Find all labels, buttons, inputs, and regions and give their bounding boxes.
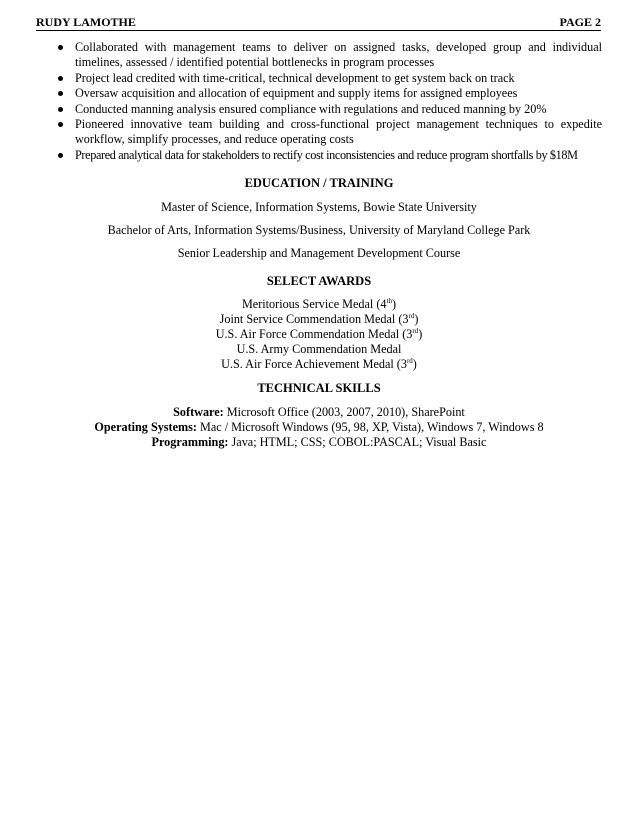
award-text: U.S. Air Force Commendation Medal (3 bbox=[215, 327, 413, 341]
education-item: Master of Science, Information Systems, Bowie State University bbox=[161, 200, 477, 214]
award-text: Meritorious Service Medal (4 bbox=[241, 297, 387, 311]
award-item bbox=[0, 297, 638, 313]
skill-value: Java; HTML; CSS; COBOL:PASCAL; Visual Basic bbox=[228, 435, 487, 449]
award-ordinal: rd bbox=[406, 356, 413, 365]
skill-item bbox=[0, 420, 638, 436]
award-text: Joint Service Commendation Medal (3 bbox=[219, 312, 409, 326]
award-ordinal: th bbox=[386, 296, 392, 305]
skill-label: Operating Systems: bbox=[94, 420, 197, 434]
award-close: ) bbox=[414, 312, 419, 326]
education-section-title: EDUCATION / TRAINING bbox=[244, 176, 394, 190]
education-item: Bachelor of Arts, Information Systems/Business, University of Maryland College Park bbox=[107, 223, 531, 237]
award-item bbox=[0, 327, 638, 343]
award-close: ) bbox=[412, 357, 417, 371]
list-item: Project lead credited with time-critical, technical development to get system back on track bbox=[54, 71, 602, 86]
list-item: Prepared analytical data for stakeholders to rectify cost inconsistencies and reduce program shortfalls by $18M bbox=[54, 148, 602, 163]
list-item: Pioneered innovative team building and cross-functional project management techniques to expedite workflow, simplify processes, and reduce operating costs bbox=[54, 117, 602, 148]
list-item: Conducted manning analysis ensured compliance with regulations and reduced manning by 20% bbox=[54, 102, 602, 117]
award-text: U.S. Army Commendation Medal bbox=[236, 342, 402, 356]
award-close: ) bbox=[418, 327, 423, 341]
awards-section-title: SELECT AWARDS bbox=[266, 274, 372, 288]
page-header bbox=[36, 15, 601, 31]
education-item: Senior Leadership and Management Development Course bbox=[177, 246, 461, 260]
award-item bbox=[0, 357, 638, 373]
award-close: ) bbox=[391, 297, 397, 311]
list-item: Collaborated with management teams to deliver on assigned tasks, developed group and individual timelines, assessed / identified potential bottlenecks in program processes bbox=[54, 40, 602, 71]
skill-item bbox=[0, 435, 638, 451]
header-name: RUDY LAMOTHE bbox=[36, 15, 136, 29]
award-ordinal: rd bbox=[412, 326, 419, 335]
skill-label: Software: bbox=[173, 405, 224, 419]
skill-item bbox=[0, 405, 638, 421]
skill-value: Mac / Microsoft Windows (95, 98, XP, Vista), Windows 7, Windows 8 bbox=[196, 420, 544, 434]
skill-label: Programming: bbox=[151, 435, 229, 449]
award-text: U.S. Air Force Achievement Medal (3 bbox=[221, 357, 407, 371]
award-item bbox=[0, 342, 638, 358]
award-item bbox=[0, 312, 638, 328]
award-ordinal: rd bbox=[408, 311, 415, 320]
header-page-number: PAGE 2 bbox=[559, 15, 601, 29]
experience-bullet-list bbox=[54, 40, 602, 163]
skills-section-title: TECHNICAL SKILLS bbox=[257, 381, 381, 395]
skill-value: Microsoft Office (2003, 2007, 2010), SharePoint bbox=[223, 405, 465, 419]
list-item: Oversaw acquisition and allocation of equipment and supply items for assigned employees bbox=[54, 86, 602, 101]
